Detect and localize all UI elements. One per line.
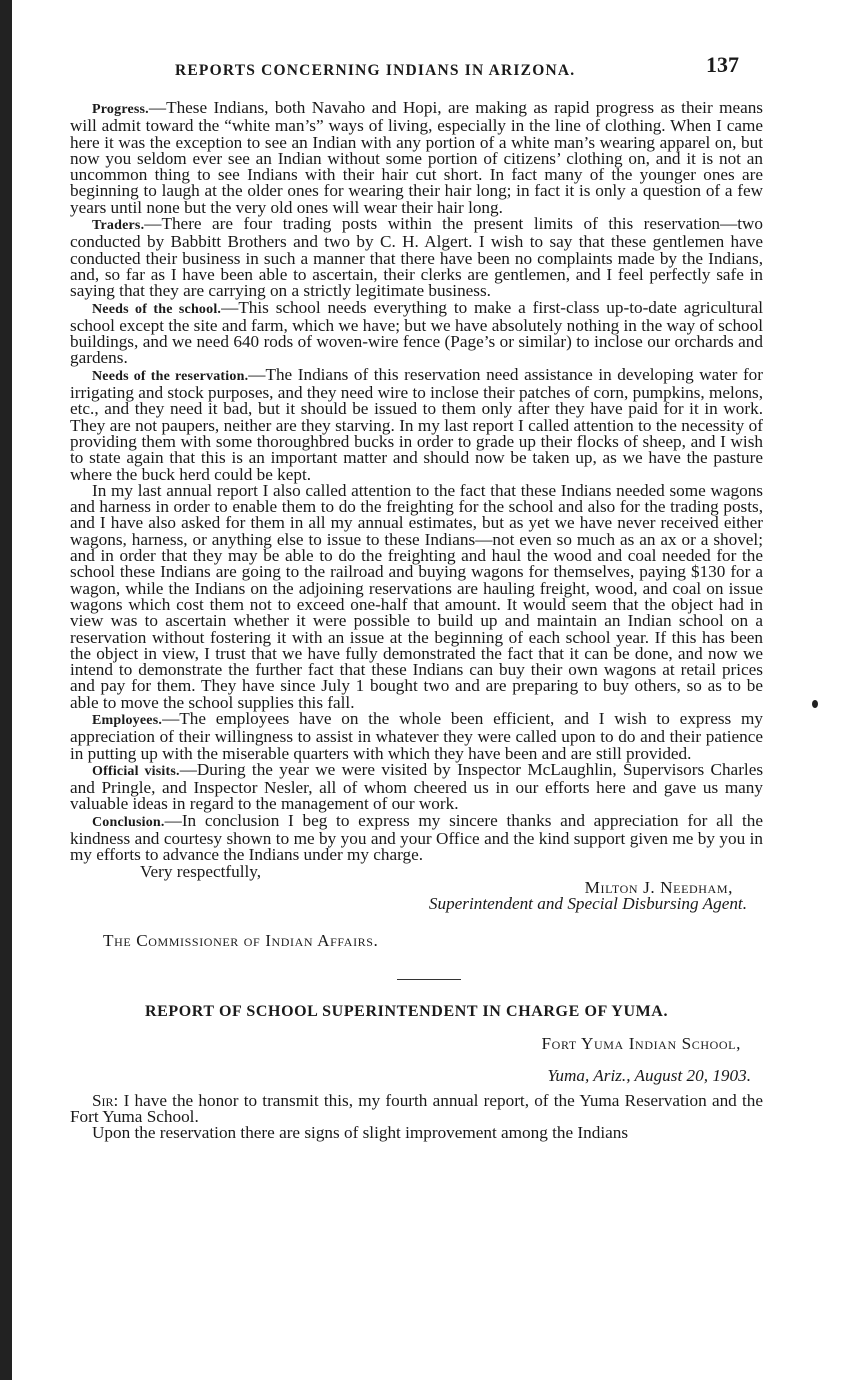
section-heading: Traders. <box>92 218 145 234</box>
section-heading: Employees. <box>92 712 163 728</box>
section-heading: Conclusion. <box>92 814 165 830</box>
report-title: REPORT OF SCHOOL SUPERINTENDENT IN CHARGE OF YUMA. <box>144 1002 669 1020</box>
paragraph-needs-reservation <box>70 364 763 484</box>
page-header <box>70 52 750 92</box>
section-text: —In conclusion I beg to express my sincere thanks and appreciation for all the kindness and courtesy shown to me by you and your Office and the kind support given me by you in my efforts to advance the Indians under my charge. <box>70 810 763 865</box>
section-text: —This school needs everything to make a first-class up-to-date agricultural school except the site and farm, which we have; but we have absolutely nothing in the way of school buildings, and we need 640 rods of woven-wire fence (Page’s or similar) to inclose our orchards and gardens. <box>70 297 763 368</box>
salutation-text: I have the honor to transmit this, my fourth annual report, of the Yuma Reservation and the Fort Yuma School. <box>70 1090 763 1127</box>
section-text: —The employees have on the whole been efficient, and I wish to express my appreciation of their willingness to assist in whatever they were called upon to do and their patience in putting up with the miserable quarters with which they have been and are still provided. <box>70 708 763 763</box>
report-body <box>70 100 763 1142</box>
section-heading: Progress. <box>92 102 149 117</box>
paragraph-needs-school <box>70 297 763 368</box>
section-heading: Needs of the reservation. <box>92 368 249 384</box>
paragraph-traders <box>70 216 763 299</box>
section-divider <box>397 979 461 980</box>
page-number: 137 <box>706 52 739 77</box>
signature-name: Milton J. Needham, <box>584 877 733 897</box>
paragraph-employees <box>70 708 763 763</box>
section-heading: Official visits. <box>92 763 180 779</box>
section-text: In my last annual report I also called attention to the fact that these Indians needed some wagons and harness in order to enable them to do the freighting for the school and also for the trading posts, and I have also asked for them in all my annual estimates, but as yet we have never received either wagons, harness, or anything else to issue to these Indians—not even so much as an ax or a shovel; and in order that they may be able to do the freighting and haul the wood and coal needed for the school these Indians are going to the railroad and buying wagons for themselves, paying $130 for a wagon, while the Indians on the adjoining reservations are hauling freight, wood, and coal on issue wagons which cost them not to exceed one-half that amount. It would seem that the object had in view was to ascertain whether it were possible to build up and maintain an Indian school on a reservation without fostering it with an issue at the beginning of each school year. If this has been the object in view, I trust that we have fully demonstrated the fact that it can be done, and now we intend to demonstrate the further fact that these Indians can buy their own wagons at retail prices and pay for them. They have since July 1 bought two and are preparing to buy others, so as to be able to move the school supplies this fall. <box>70 480 763 712</box>
closing-line: Very respectfully, <box>140 861 262 881</box>
paragraph-official-visits <box>70 759 764 814</box>
section-text: —There are four trading posts within the present limits of this reservation—two conducted by Babbitt Brothers and two by C. H. Algert. I wish to say that these gentlemen have conducted their business in such a manner that there have been no complaints made by the Indians, and, so far as I have been able to ascertain, their clerks are gentlemen, and I feel perfectly safe in saying that they are carrying on a strictly legitimate business. <box>70 214 763 301</box>
section-text: —During the year we were visited by Inspector McLaughlin, Supervisors Charles and Pringle, and Inspector Nesler, all of whom cheered us in our efforts here and gave us many valuable ideas in regard to the management of our work. <box>70 759 764 814</box>
page-binding-edge <box>0 0 12 1380</box>
paragraph-progress <box>70 100 763 216</box>
margin-ink-mark <box>812 700 818 708</box>
addressee: The Commissioner of Indian Affairs. <box>103 930 379 950</box>
section-text: —These Indians, both Navaho and Hopi, are making as rapid progress as their means will admit toward the “white man’s” ways of living, especially in the line of clothing. When I came here it was the exception to see an Indian with any portion of a white man’s wearing apparel on, but now you seldom ever see an Indian without some portion of citizens’ clothing on, and it is not an uncommon thing to see Indians with their hair cut short. In fact many of the younger ones are beginning to laugh at the older ones for wearing their hair long; in fact it is only a question of a few years until none but the very old ones will wear their hair long. <box>70 98 763 217</box>
salutation-sir: Sir: <box>92 1090 119 1110</box>
paragraph-conclusion <box>70 810 763 865</box>
signature-title: Superintendent and Special Disbursing Agent. <box>428 894 747 914</box>
paragraph-wagons <box>70 480 763 712</box>
section-text: —The Indians of this reservation need assistance in developing water for irrigating and stock purposes, and they need wire to inclose their patches of corn, pumpkins, melons, etc., and they need it bad, but it should be issued to them only after they have paid for it in work. They are not paupers, neither are they starving. In my last report I called attention to the necessity of providing them with some thoroughbred bucks in order to grade up their flocks of sheep, and I wish to state again that this is an important matter and should now be taken up, as we have the pasture where the buck herd could be kept. <box>70 364 763 484</box>
running-title: REPORTS CONCERNING INDIANS IN ARIZONA. <box>175 62 576 79</box>
section-heading: Needs of the school. <box>92 301 222 317</box>
salutation-paragraph <box>70 1090 763 1127</box>
dateline-place: Yuma, Ariz., August 20, 1903. <box>547 1066 751 1086</box>
paragraph-opening: Upon the reservation there are signs of slight improvement among the Indians <box>92 1123 629 1143</box>
dateline-school: Fort Yuma Indian School, <box>541 1034 741 1054</box>
